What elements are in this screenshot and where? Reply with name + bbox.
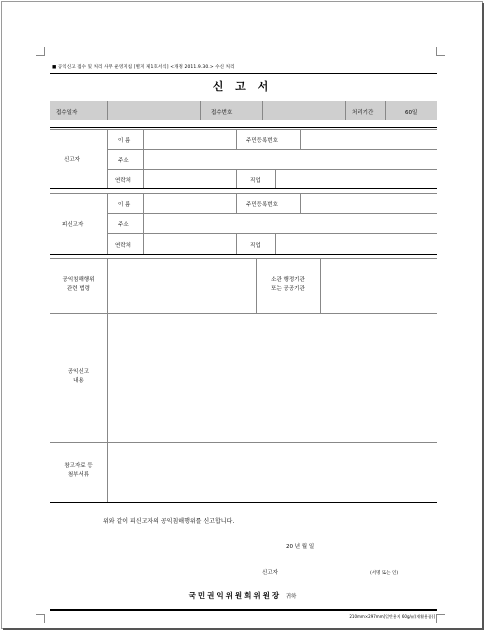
receipt-no-label: 접수번호 <box>211 110 233 116</box>
reported-contact-field[interactable] <box>144 234 235 253</box>
header-bullet: ■ <box>52 65 57 70</box>
margin-corner-top-left <box>36 47 45 56</box>
paper-spec-footer: 210mm×297mm[일반용지 60g/㎡(재활용품)] <box>349 614 435 619</box>
reporter-address-field[interactable] <box>144 150 436 168</box>
reported-address-label: 주소 <box>118 222 129 228</box>
reported-job-label: 직업 <box>250 243 261 249</box>
receipt-date-field[interactable] <box>108 102 199 119</box>
reported-contact-label: 연락처 <box>115 243 131 249</box>
reported-rrn-label: 주민등록번호 <box>246 202 278 208</box>
receipt-no-field[interactable] <box>263 102 344 119</box>
reporter-section-label: 신고자 <box>64 157 80 163</box>
evidence-label: 참고자료 등 첨부서류 <box>64 463 93 478</box>
reporter-rrn-label: 주민등록번호 <box>246 138 278 144</box>
reported-name-field[interactable] <box>144 194 235 212</box>
margin-corner-top-right <box>436 47 445 56</box>
reported-rrn-field[interactable] <box>301 194 436 212</box>
agency-label: 소관 행정기관 또는 공공기관 <box>271 277 305 292</box>
law-field[interactable] <box>108 259 255 312</box>
period-value: 60일 <box>405 110 418 116</box>
header-text: 공익신고 접수 및 처리 사무 운영지침 [별지 제1호서식] <개정 2011.9.30.> 수신 처리 <box>57 65 235 70</box>
form-header <box>52 64 235 70</box>
law-label: 공익침해행위 관련 법령 <box>62 277 95 292</box>
signer-label: 신고자 <box>262 570 278 576</box>
addressee-suffix: 귀하 <box>285 594 297 600</box>
signature-hint: (서명 또는 인) <box>370 571 399 576</box>
reporter-contact-label: 연락처 <box>115 178 131 184</box>
evidence-field[interactable] <box>108 443 436 501</box>
reporter-rrn-field[interactable] <box>301 130 436 148</box>
reporter-name-label: 이 름 <box>118 138 131 144</box>
reported-address-field[interactable] <box>144 214 436 232</box>
reported-job-field[interactable] <box>276 234 436 253</box>
page-shadow-bottom <box>3 628 484 630</box>
statement-text: 위와 같이 피신고자의 공익침해행위를 신고합니다. <box>103 518 235 525</box>
period-label: 처리기간 <box>352 110 374 116</box>
receipt-date-label: 접수일자 <box>56 110 78 116</box>
reporter-job-label: 직업 <box>250 178 261 184</box>
reporter-job-field[interactable] <box>276 170 436 187</box>
date-line: 20 년 월 일 <box>286 544 315 550</box>
agency-field[interactable] <box>321 259 436 312</box>
content-field[interactable] <box>108 314 436 441</box>
content-label: 공익신고 내용 <box>67 369 90 384</box>
reporter-contact-field[interactable] <box>144 170 235 187</box>
reporter-address-label: 주소 <box>118 158 129 164</box>
form-title: 신 고 서 <box>212 80 273 93</box>
addressee-name: 국민권익위원회위원장 <box>188 591 282 600</box>
margin-corner-bottom-left <box>36 614 45 623</box>
reported-section-label: 피신고자 <box>62 222 84 228</box>
margin-corner-bottom-right <box>436 614 445 623</box>
page-shadow-right <box>482 3 484 630</box>
reporter-name-field[interactable] <box>144 130 235 148</box>
addressee <box>0 590 485 601</box>
header-rule <box>50 73 437 74</box>
reported-name-label: 이 름 <box>118 202 131 208</box>
